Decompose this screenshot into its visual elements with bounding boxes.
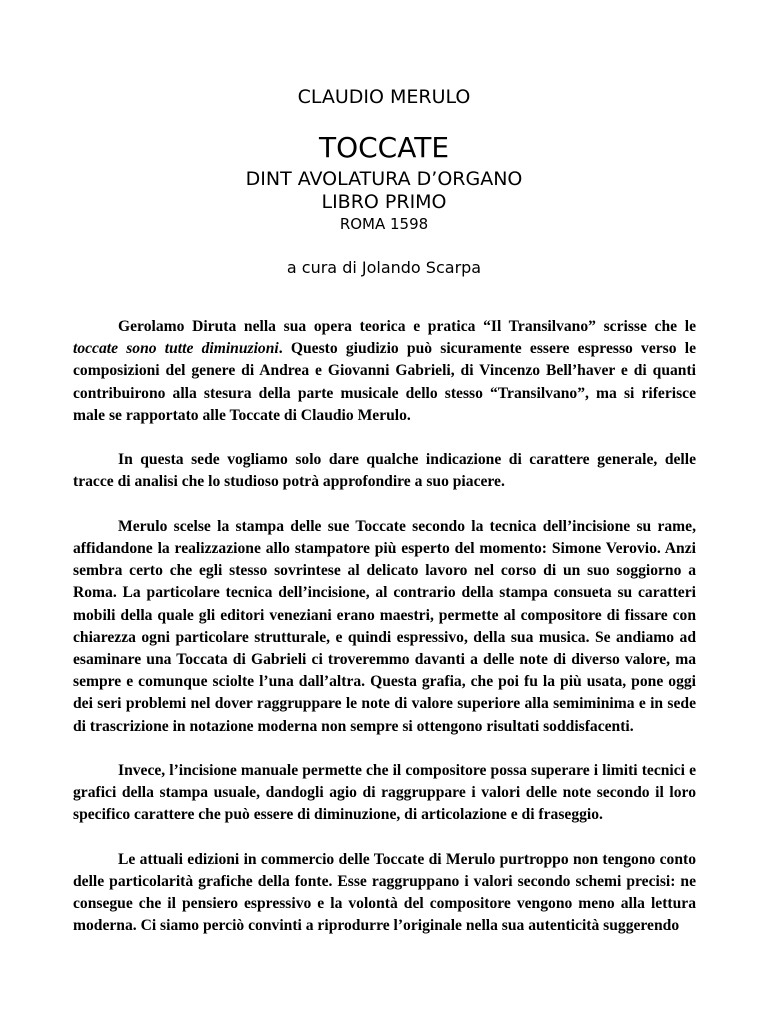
paragraph-1-start: Gerolamo Diruta nella sua opera teorica e pratica “Il Transilvano” scrisse che le: [118, 318, 696, 335]
paragraph-5: Le attuali edizioni in commercio delle Toccate di Merulo purtroppo non tengono conto delle particolarità grafiche della fonte. Esse raggruppano i valori secondo schemi precisi: ne consegue che il pensiero espressivo e la volontà del compositore vengono meno alla lettura moderna. Ci siamo perciò convinti a riprodurre l’originale nella sua autenticità suggerendo: [73, 850, 696, 935]
paragraph-1-italic-quote: toccate sono tutte diminuzioni: [73, 340, 279, 358]
paragraph-2: In questa sede vogliamo solo dare qualche indicazione di carattere generale, delle tracce di analisi che lo studioso potrà approfondire a suo piacere.: [73, 451, 696, 491]
body-text: [73, 316, 696, 960]
book-label: LIBRO PRIMO: [321, 191, 447, 213]
editor-credit: a cura di Jolando Scarpa: [286, 258, 482, 277]
document-title: TOCCATE: [318, 131, 450, 164]
author-name: CLAUDIO MERULO: [297, 86, 471, 108]
paragraph-1-end: . Questo giudizio può sicuramente essere espresso verso le composizioni del genere di Andrea e Giovanni Gabrieli, di Vincenzo Bell’haver e di quanti contribuirono alla stesura della parte musicale dello stesso “Transilvano”, ma si riferisce male se rapportato alle Toccate di Claudio Merulo.: [73, 340, 696, 424]
paragraph-1: [73, 316, 696, 427]
paragraph-4: Invece, l’incisione manuale permette che il compositore possa superare i limiti tecnici e grafici della stampa usuale, dandogli agio di raggruppare i valori delle note secondo il loro specifico carattere che può essere di diminuzione, di articolazione e di fraseggio.: [73, 762, 696, 824]
paragraph-3: Merulo scelse la stampa delle sue Toccate secondo la tecnica dell’incisione su rame, affidandone la realizzazione allo stampatore più esperto del momento: Simone Verovio. Anzi sembra certo che egli stesso sovrintese al delicato lavoro nel corso di un suo soggiorno a Roma. La particolare tecnica dell’incisione, al contrario della stampa consueta su caratteri mobili della quale gli editori veneziani erano maestri, permette al compositore di fissare con chiarezza ogni particolare strutturale, e quindi espressivo, della sua musica. Se andiamo ad esaminare una Toccata di Gabrieli ci troveremmo davanti a delle note di diverso valore, ma sempre e comunque sciolte l’una dall’altra. Questa grafia, che poi fu la più usata, pone oggi dei seri problemi nel dover raggruppare le note di valore superiore alla semiminima e in sede di trascrizione in notazione moderna non sempre si ottengono risultati soddisfacenti.: [73, 517, 696, 735]
document-subtitle: DINT AVOLATURA D’ORGANO: [245, 168, 523, 190]
place-date: ROMA 1598: [339, 215, 429, 233]
